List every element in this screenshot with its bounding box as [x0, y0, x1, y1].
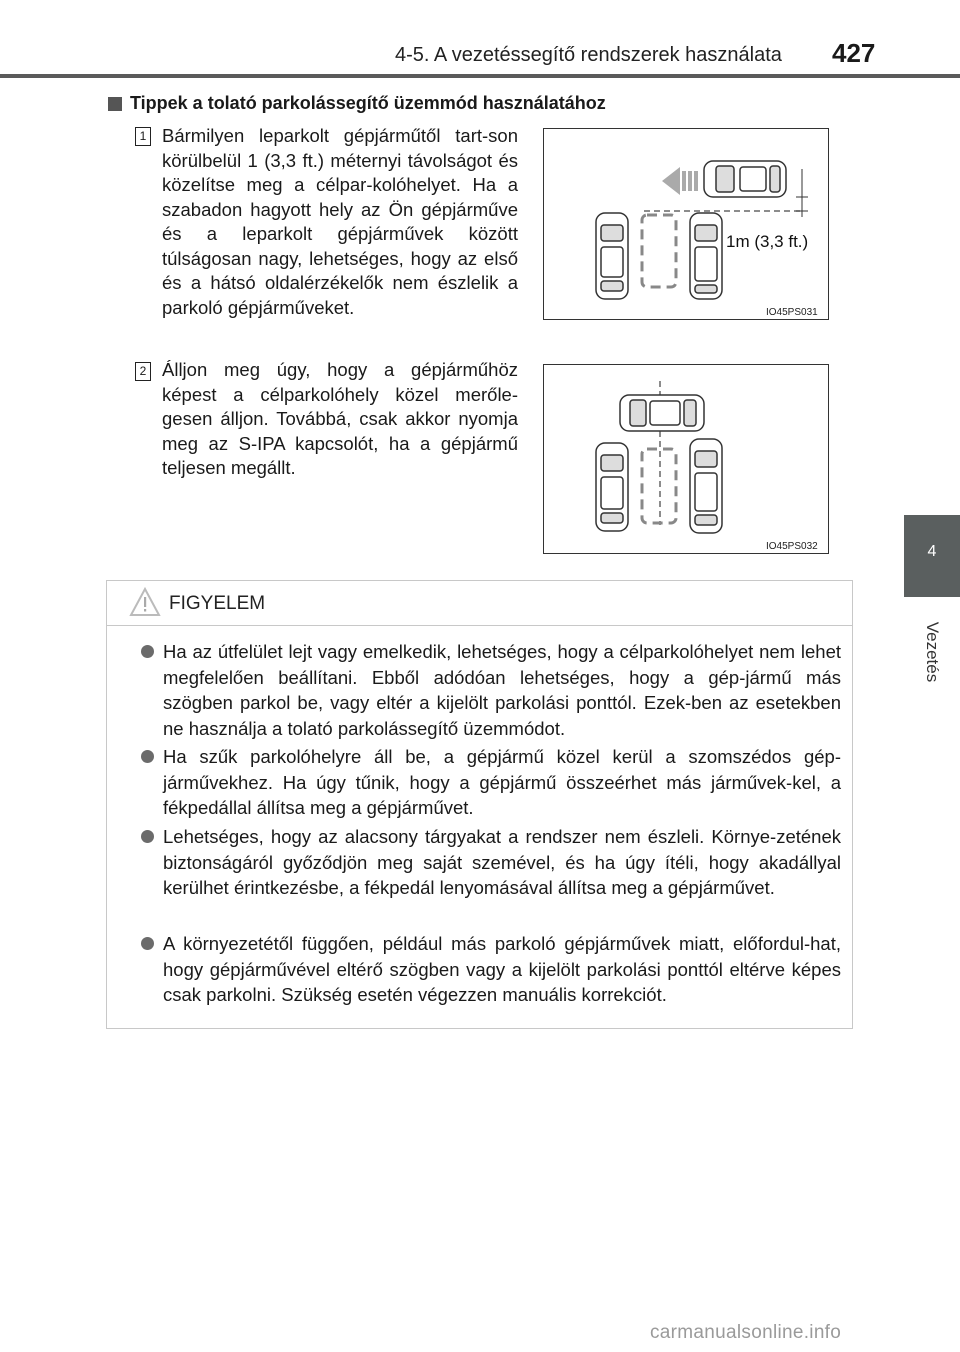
page-number: 427 [832, 38, 876, 68]
parked-car-right-icon [690, 213, 722, 299]
figure-code: IO45PS032 [766, 541, 818, 552]
bullet-icon [141, 750, 154, 763]
chapter-label: Vezetés [923, 621, 942, 683]
bullet-icon [141, 937, 154, 950]
warning-item-text: A környezetétől függően, például más parkoló gépjárművek miatt, előfordul-hat, hogy gépjárművével eltérő szögben vagy a kijelölt parkolási ponttól eltérve képes csak parkolni. Szükség esetén végezzen manuális korrekciót. [163, 933, 841, 1005]
step-text-1: Bármilyen leparkolt gépjárműtől tart-son körülbelül 1 (3,3 ft.) méternyi távolságot és közelítse meg a célpar-kolóhelyet. Ha a szabadon hagyott hely az Ön gépjárműve és a leparkolt gépjárművek között túlságosan nagy, lehetséges, hogy az első és a hátsó oldalérzékelők nem észlelik a parkoló gépjárműveket. [162, 125, 518, 318]
parked-car-left-icon [596, 443, 628, 531]
warning-header [107, 581, 852, 626]
warning-item-text: Lehetséges, hogy az alacsony tárgyakat a rendszer nem észleli. Környe-zetének biztonságáról győződjön meg saját szemével, és ha úgy ítéli, hogy akadállyal kerülhet érintkezésbe, a fékpedál lenyomásával állítsa meg a gépjárművet. [163, 826, 841, 898]
section-heading: Tippek a tolató parkolássegítő üzemmód használatához [130, 93, 606, 113]
warning-item [163, 931, 841, 1008]
warning-item-text: Ha szűk parkolóhelyre áll be, a gépjármű közel kerül a szomszédos gép-járművekhez. Ha úgy tűnik, hogy a gépjármű összeérhet más járművek-kel, a fékpedállal állítsa meg a gépjárművet. [163, 746, 841, 818]
running-header: 4-5. A vezetéssegítő rendszerek használata [395, 44, 782, 66]
step-text-2: Álljon meg úgy, hogy a gépjárműhöz képest a célparkolóhely közel merőle-gesen álljon. Továbbá, csak akkor nyomja meg az S-IPA kapcsolót, ha a gépjármű teljesen megállt. [162, 359, 518, 478]
warning-item [163, 744, 841, 821]
stopped-car-icon [620, 395, 704, 431]
step-number-2: 2 [135, 362, 151, 381]
moving-car-icon [704, 161, 786, 197]
bullet-icon [141, 830, 154, 843]
warning-item-text: Ha az útfelület lejt vagy emelkedik, lehetséges, hogy a célparkolóhelyet nem lehet megfelelően beállítani. Ebből adódóan lehetséges, hogy a gép-jármű más szögben parkol be, vagy eltér a kijelölt parkolási ponttól. Ezek-ben az esetekben ne használja a tolató parkolássegítő üzemmódot. [163, 641, 841, 739]
chapter-label-box [904, 597, 960, 707]
warning-item [163, 824, 841, 901]
figure-perpendicular-stop [543, 364, 829, 554]
parked-car-left-icon [596, 213, 628, 299]
step-number-1: 1 [135, 127, 151, 146]
bullet-icon [141, 645, 154, 658]
figure-approach-parking [543, 128, 829, 320]
chapter-number: 4 [927, 543, 937, 560]
section-marker-icon [108, 97, 122, 111]
figure-approach-drawing [544, 129, 828, 319]
warning-item [163, 639, 841, 741]
distance-label: 1m (3,3 ft.) [726, 232, 809, 251]
direction-arrow-icon [662, 167, 698, 195]
parked-car-right-icon [690, 439, 722, 533]
header-rule [0, 74, 960, 78]
watermark: carmanualsonline.info [650, 1322, 842, 1343]
figure-code: IO45PS031 [766, 307, 818, 318]
warning-triangle-icon [129, 587, 161, 617]
warning-title: FIGYELEM [169, 593, 266, 614]
warning-box [106, 580, 853, 1029]
figure-stop-drawing [544, 365, 828, 553]
chapter-tab [904, 515, 960, 597]
